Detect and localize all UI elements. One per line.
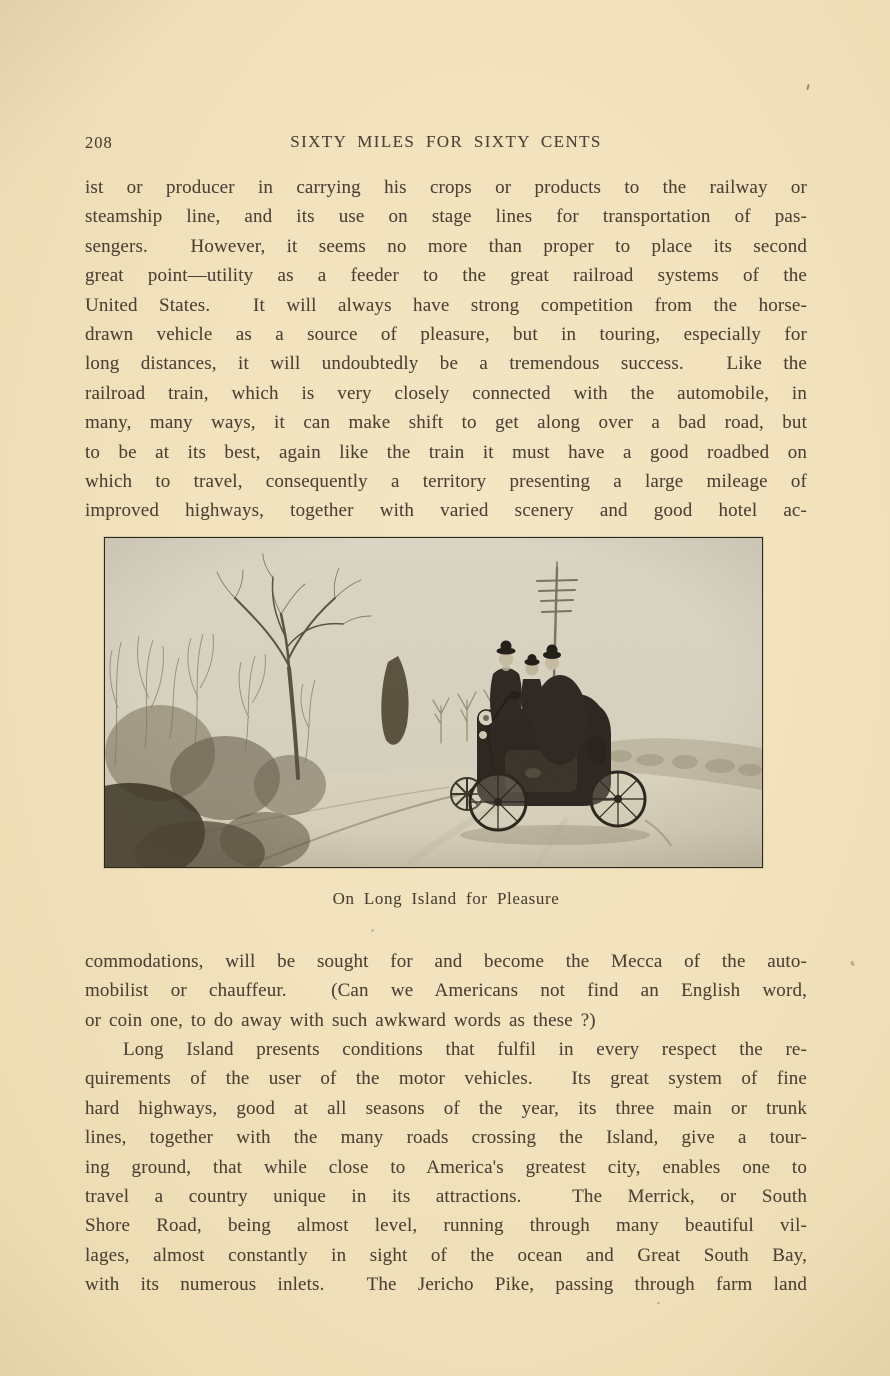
paragraph-3: [85, 1035, 807, 1300]
figure-caption: On Long Island for Pleasure: [332, 889, 560, 908]
text-line: or coin one, to do away with such awkward words as these ?): [85, 1009, 596, 1031]
text-line: hard highways, good at all seasons of the year, its three main or trunk: [85, 1097, 807, 1119]
running-head: SIXTY MILES FOR SIXTY CENTS: [290, 132, 602, 151]
text-line: sengers. However, it seems no more than proper to place its second: [85, 235, 807, 257]
scan-speck: [850, 961, 855, 967]
text-line: United States. It will always have strong competition from the horse-: [85, 294, 807, 316]
text-line: ing ground, that while close to America's greatest city, enables one to: [85, 1156, 807, 1178]
text-line: ist or producer in carrying his crops or products to the railway or: [85, 177, 807, 198]
text-line: steamship line, and its use on stage lines for transportation of pas-: [85, 206, 807, 228]
text-line: to be at its best, again like the train it must have a good roadbed on: [85, 441, 807, 463]
text-line: many, many ways, it can make shift to get along over a bad road, but: [85, 412, 807, 434]
scan-speck: [806, 84, 809, 90]
text-line: great point—utility as a feeder to the great railroad systems of the: [85, 265, 807, 287]
photo-illustration: [105, 538, 762, 867]
text-line: improved highways, together with varied scenery and good hotel ac-: [85, 500, 807, 522]
text-line: which to travel, consequently a territory presenting a large mileage of: [85, 470, 807, 492]
text-line: railroad train, which is very closely connected with the automobile, in: [85, 382, 807, 404]
text-line: mobilist or chauffeur. (Can we Americans not find an English word,: [85, 980, 807, 1002]
scan-speck: [371, 929, 374, 932]
scan-speck: [657, 1302, 660, 1304]
paragraph-1: [85, 173, 807, 526]
text-line: commodations, will be sought for and become the Mecca of the auto-: [85, 951, 807, 972]
text-line: travel a country unique in its attractions. The Merrick, or South: [85, 1185, 807, 1207]
text-line: Long Island presents conditions that fulfil in every respect the re-: [123, 1039, 807, 1060]
figure-photo: [104, 537, 763, 868]
text-line: lages, almost constantly in sight of the ocean and Great South Bay,: [85, 1244, 807, 1266]
text-line: quirements of the user of the motor vehicles. Its great system of fine: [85, 1068, 807, 1090]
text-line: with its numerous inlets. The Jericho Pike, passing through farm land: [85, 1274, 807, 1296]
text-line: Shore Road, being almost level, running through many beautiful vil-: [85, 1215, 807, 1237]
text-line: drawn vehicle as a source of pleasure, but in touring, especially for: [85, 323, 807, 345]
text-line: lines, together with the many roads crossing the Island, give a tour-: [85, 1127, 807, 1149]
text-line: long distances, it will undoubtedly be a tremendous success. Like the: [85, 353, 807, 375]
page-number: 208: [85, 133, 113, 152]
paragraph-2: [85, 947, 807, 1035]
